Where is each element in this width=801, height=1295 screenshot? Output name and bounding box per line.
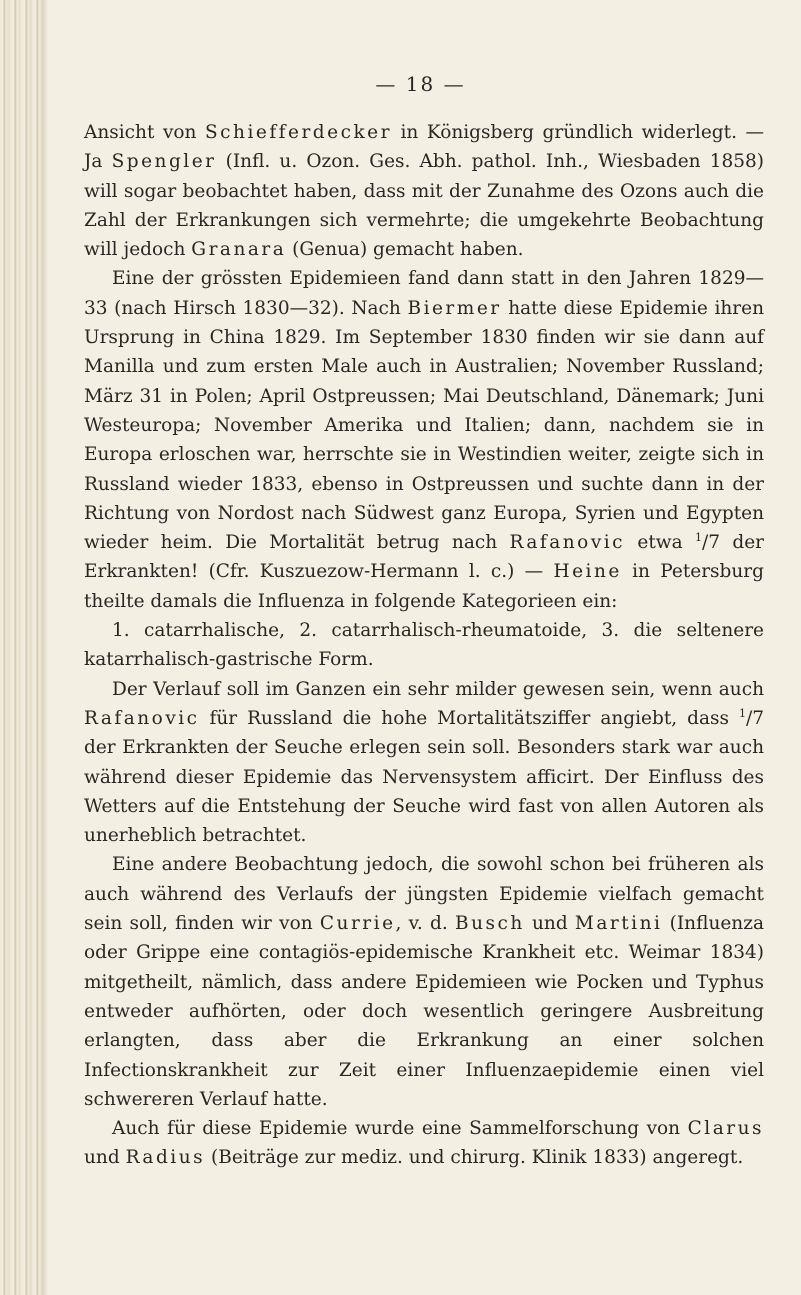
- author-name: Heine: [553, 561, 622, 583]
- author-name: Clarus: [687, 1118, 764, 1140]
- text-run: /7 der Erkrankten! (Cfr. Kuszuezow-Hermann l. c.) —: [84, 532, 764, 583]
- book-binding-edge: [0, 0, 48, 1295]
- text-run: in Petersburg theilte damals die Influenza in folgende Kategorieen ein:: [84, 561, 764, 612]
- author-name: Busch: [454, 913, 525, 935]
- paragraph-6: [84, 1114, 764, 1173]
- fraction-numerator: 1: [738, 706, 746, 720]
- text-run: Der Verlauf soll im Ganzen ein sehr milder gewesen sein, wenn auch: [112, 678, 764, 700]
- text-run: hatte diese Epidemie ihren Ursprung in China 1829. Im September 1830 finden wir sie dann auf Manilla und zum ersten Male auch in Australien; November Russland; März 31 in Polen; April Ostpreussen; Mai Deutschland, Dänemark; Juni Westeuropa; November Amerika und Italien; dann, nachdem sie in Europa erloschen war, herrschte sie in Westindien weiter, zeigte sich in Russland wieder 1833, ebenso in Ostpreussen und suchte dann in der Richtung von Nordost nach Südwest ganz Europa, Syrien und Egypten wieder heim. Die Mortalität betrug nach: [84, 297, 765, 554]
- text-run: und: [524, 913, 575, 935]
- paragraph-4: [84, 675, 764, 851]
- paragraph-5: [84, 850, 764, 1114]
- text-run: etwa: [625, 532, 695, 554]
- author-name: Granara: [191, 239, 287, 261]
- text-run: in Königsberg gründlich widerlegt. — Ja: [84, 122, 765, 173]
- author-name: Martini: [574, 913, 663, 935]
- text-run: Ansicht von: [84, 122, 205, 143]
- text-run: (Influenza oder Grippe eine contagiös-epidemische Krankheit etc. Weimar 1834) mitgetheilt, nämlich, dass andere Epidemieen wie Pocken und Typhus entweder aufhörten, oder doch wesentlich geringere Ausbreitung erlangten, dass aber die Erkrankung an einer solchen Infectionskrankheit zur Zeit einer Influenzaepidemie einen viel schwereren Verlauf hatte.: [84, 913, 764, 1110]
- author-name: Radius: [125, 1147, 206, 1169]
- paragraph-1: [84, 118, 764, 264]
- text-run: Eine andere Beobachtung jedoch, die sowohl schon bei früheren als auch während des Verlaufs der jüngsten Epidemie vielfach gemacht sein soll, finden wir von: [84, 854, 764, 935]
- text-run: (Beiträge zur mediz. und chirurg. Klinik 1833) angeregt.: [205, 1147, 744, 1169]
- page-number: — 18 —: [375, 72, 466, 96]
- author-name: Rafanovic: [509, 532, 626, 554]
- text-run: für Russland die hohe Mortalitätsziffer angiebt, dass: [199, 707, 739, 729]
- text-run: Eine der grössten Epidemieen fand dann statt in den Jahren 1829—33 (nach Hirsch 1830—32). Nach: [84, 268, 764, 319]
- page-text-body: [84, 118, 764, 1173]
- paragraph-3-categories: [84, 616, 764, 675]
- text-run: und: [84, 1147, 126, 1169]
- author-name: Biermer: [407, 297, 502, 319]
- text-run: /7 der Erkrankten der Seuche erlegen sein soll. Besonders stark war auch während dieser Epidemie das Nervensystem afficirt. Der Einfluss des Wetters auf die Entstehung der Seuche wird fast von allen Autoren als unerheblich betrachtet.: [84, 707, 764, 847]
- author-name: Rafanovic: [84, 707, 200, 729]
- text-run: , v. d.: [395, 913, 455, 935]
- fraction-numerator: 1: [695, 531, 702, 544]
- text-run: (Genua) gemacht haben.: [286, 239, 524, 261]
- text-run: Auch für diese Epidemie wurde eine Sammelforschung von: [112, 1118, 688, 1140]
- author-name: Currie: [319, 913, 396, 935]
- text-run: 1. catarrhalische, 2. catarrhalisch-rheumatoide, 3. die seltenere katarrhalisch-gastrische Form.: [84, 620, 764, 671]
- author-name: Spengler: [111, 151, 217, 173]
- text-run: (Infl. u. Ozon. Ges. Abh. pathol. Inh., Wiesbaden 1858) will sogar beobachtet haben, dass mit der Zunahme des Ozons auch die Zahl der Erkrankungen sich vermehrte; die umgekehrte Beobachtung will jedoch: [84, 151, 765, 261]
- paragraph-2: [84, 264, 764, 616]
- author-name: Schiefferdecker: [205, 122, 392, 143]
